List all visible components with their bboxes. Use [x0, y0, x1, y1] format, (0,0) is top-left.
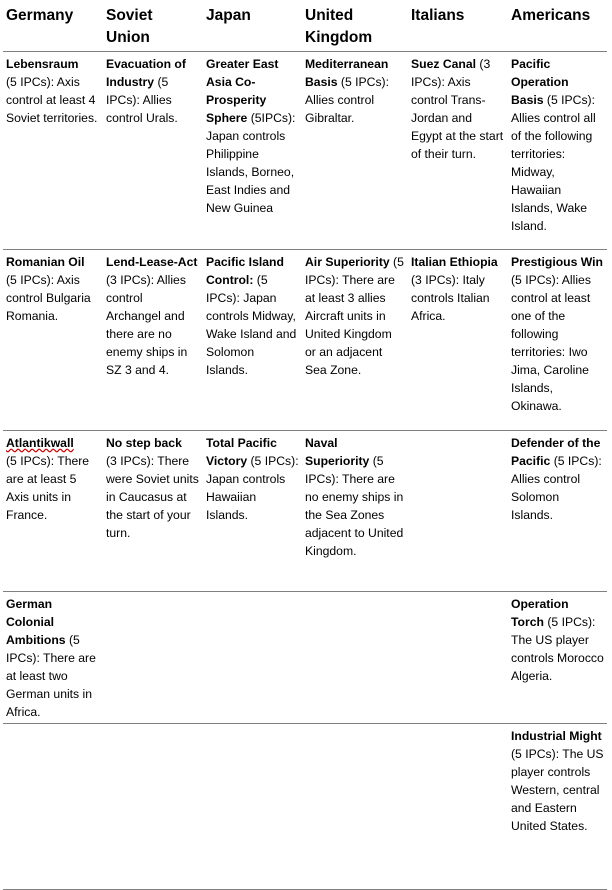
table-row	[3, 52, 607, 250]
table-cell	[508, 724, 607, 890]
table-cell	[302, 250, 408, 431]
objective-desc: (5 IPCs): Axis control at least 4 Soviet territories.	[6, 75, 98, 125]
table-cell	[3, 592, 103, 724]
objective-name: Pacific Operation Basis	[511, 57, 569, 107]
table-cell	[103, 250, 203, 431]
objective-desc: (5 IPCs): There are at least 3 allies Aircraft units in United Kingdom or an adjacent Sea Zone.	[305, 255, 404, 377]
header-united-kingdom: United Kingdom	[302, 0, 408, 52]
objective-desc: (5 IPCs): Japan controls Hawaiian Islands.	[206, 454, 299, 522]
objectives-document	[3, 0, 607, 890]
table-cell	[408, 431, 508, 592]
table-cell	[103, 724, 203, 890]
table-cell	[203, 250, 302, 431]
header-soviet-union: Soviet Union	[103, 0, 203, 52]
header-italians: Italians	[408, 0, 508, 52]
table-cell	[203, 431, 302, 592]
table-cell	[302, 724, 408, 890]
table-cell	[302, 52, 408, 250]
table-cell	[508, 52, 607, 250]
objective-desc: (5 IPCs): Allies control Urals.	[106, 75, 178, 125]
objective-name: Greater East Asia Co-Prosperity Sphere	[206, 57, 279, 125]
table-cell	[103, 592, 203, 724]
objective-desc: (5 IPCs): There are no enemy ships in the Sea Zones adjacent to United Kingdom.	[305, 454, 404, 558]
table-row	[3, 250, 607, 431]
objective-name: Atlantikwall	[6, 436, 74, 450]
table-cell	[3, 724, 103, 890]
table-cell	[203, 52, 302, 250]
objective-desc: (5 IPCs): Allies control at least one of the following territories: Iwo Jima, Caroline Islands, Okinawa.	[511, 273, 591, 413]
objective-name: Lebensraum	[6, 57, 79, 71]
objective-desc: (3 IPCs): Italy controls Italian Africa.	[411, 273, 490, 323]
objective-name: Total Pacific Victory	[206, 436, 277, 468]
objective-name: Operation Torch	[511, 597, 569, 629]
objective-name: No step back	[106, 436, 182, 450]
table-cell	[3, 52, 103, 250]
objective-desc: (3 IPCs): There were Soviet units in Caucasus at the start of your turn.	[106, 454, 199, 540]
table-row	[3, 724, 607, 890]
table-cell	[103, 431, 203, 592]
objective-desc: (5 IPCs): There are at least two German units in Africa.	[6, 633, 96, 719]
objective-name: Prestigious Win	[511, 255, 603, 269]
table-cell	[3, 431, 103, 592]
objective-desc: (5 IPCs): Allies control all of the following territories: Midway, Hawaiian Islands, Wake Island.	[511, 93, 596, 233]
table-cell	[408, 52, 508, 250]
header-row	[3, 0, 607, 52]
objective-desc: (5 IPCs): There are at least 5 Axis units in France.	[6, 454, 90, 522]
objective-name: German Colonial Ambitions	[6, 597, 66, 647]
objective-desc: (5 IPCs): Allies control Solomon Islands.	[511, 454, 602, 522]
table-cell	[203, 592, 302, 724]
table-row	[3, 431, 607, 592]
national-objectives-table	[3, 0, 607, 890]
header-americans: Americans	[508, 0, 607, 52]
objective-name: Industrial Might	[511, 729, 602, 743]
objective-desc: (5 IPCs): Japan controls Midway, Wake Island and Solomon Islands.	[206, 273, 297, 377]
objective-desc: (5 IPCs): The US player controls Western, central and Eastern United States.	[511, 747, 604, 833]
header-japan: Japan	[203, 0, 302, 52]
table-cell	[302, 592, 408, 724]
table-cell	[408, 724, 508, 890]
table-cell	[408, 592, 508, 724]
objective-name: Evacuation of Industry	[106, 57, 186, 89]
table-row	[3, 592, 607, 724]
objective-name: Mediterranean Basis	[305, 57, 389, 89]
table-cell	[203, 724, 302, 890]
table-cell	[508, 431, 607, 592]
objective-desc: (5 IPCs): Allies control Gibraltar.	[305, 75, 389, 125]
objective-desc: (5 IPCs): Axis control Bulgaria Romania.	[6, 273, 91, 323]
objective-desc: (3 IPCs): Allies control Archangel and there are no enemy ships in SZ 3 and 4.	[106, 273, 188, 377]
objective-name: Air Superiority	[305, 255, 390, 269]
table-cell	[103, 52, 203, 250]
table-cell	[508, 592, 607, 724]
table-cell	[408, 250, 508, 431]
table-cell	[3, 250, 103, 431]
objective-name: Lend-Lease-Act	[106, 255, 198, 269]
objective-name: Suez Canal	[411, 57, 477, 71]
objective-name: Pacific Island Control:	[206, 255, 284, 287]
objective-desc: (5 IPCs): The US player controls Morocco Algeria.	[511, 615, 604, 683]
objective-name: Defender of the Pacific	[511, 436, 601, 468]
objective-desc: (5IPCs): Japan controls Philippine Islands, Borneo, East Indies and New Guinea	[206, 111, 296, 215]
objective-name: Naval Superiority	[305, 436, 370, 468]
objective-name: Romanian Oil	[6, 255, 85, 269]
header-germany: Germany	[3, 0, 103, 52]
table-cell	[302, 431, 408, 592]
objective-desc: (3 IPCs): Axis control Trans-Jordan and Egypt at the start of their turn.	[411, 57, 504, 161]
objective-name: Italian Ethiopia	[411, 255, 498, 269]
table-cell	[508, 250, 607, 431]
